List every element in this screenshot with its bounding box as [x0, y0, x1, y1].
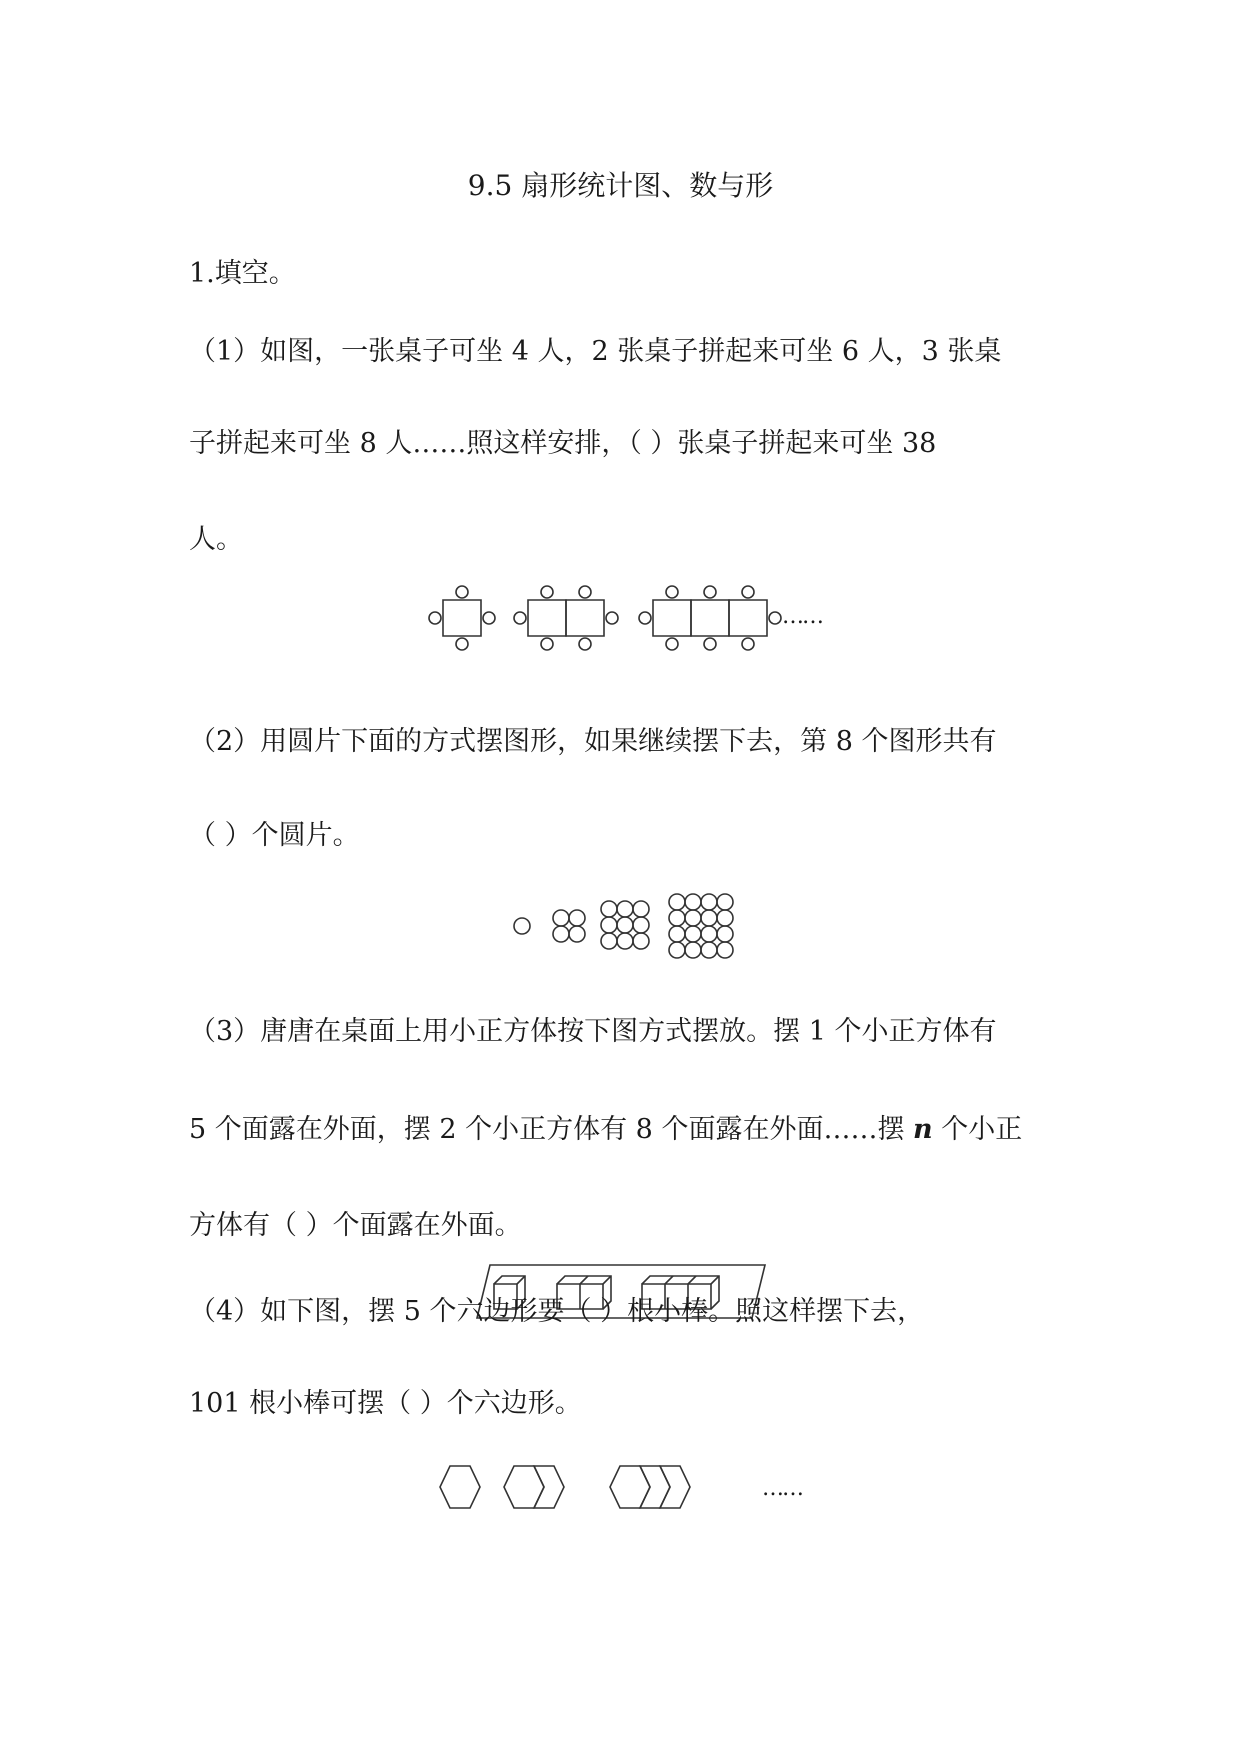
- hexagon: [440, 1466, 480, 1508]
- disc: [685, 942, 701, 958]
- seat: [742, 638, 754, 650]
- seat: [483, 612, 495, 624]
- disc: [717, 926, 733, 942]
- seat: [456, 586, 468, 598]
- q3-line-2-text: 5 个面露在外面，摆 2 个小正方体有 8 个面露在外面……摆: [189, 1114, 914, 1145]
- hexagon: [610, 1466, 650, 1508]
- seat: [666, 638, 678, 650]
- table-group-3: [639, 586, 781, 650]
- q1-line-2: 子拼起来可坐 8 人……照这样安排，（ ）张桌子拼起来可坐 38: [189, 428, 937, 459]
- disc-figure-2: [553, 910, 585, 942]
- disc-figure-3: [601, 901, 649, 949]
- disc: [569, 926, 585, 942]
- hexagon-group-2: [504, 1466, 564, 1508]
- q2-line-1: （2）用圆片下面的方式摆图形，如果继续摆下去，第 8 个图形共有: [189, 726, 997, 757]
- disc: [717, 942, 733, 958]
- disc: [669, 926, 685, 942]
- tables-ellipsis: ……: [782, 604, 822, 629]
- disc: [617, 901, 633, 917]
- disc: [601, 917, 617, 933]
- q2-line-2: （ ）个圆片。: [189, 820, 360, 851]
- seat: [579, 638, 591, 650]
- disc: [685, 894, 701, 910]
- disc: [601, 933, 617, 949]
- hexagon: [534, 1466, 564, 1508]
- seat: [514, 612, 526, 624]
- disc: [633, 933, 649, 949]
- disc-figure-4: [669, 894, 733, 958]
- table: [729, 600, 767, 636]
- q4-line-1: （4）如下图，摆 5 个六边形要（ ）根小棒。照这样摆下去，: [189, 1296, 925, 1327]
- disc: [701, 942, 717, 958]
- seat: [742, 586, 754, 598]
- disc: [701, 910, 717, 926]
- table: [653, 600, 691, 636]
- table: [443, 600, 481, 636]
- disc: [701, 894, 717, 910]
- tables-figure: [420, 585, 840, 645]
- seat: [666, 586, 678, 598]
- hexagon-group-3: [610, 1466, 690, 1508]
- disc: [514, 918, 530, 934]
- hexagon: [504, 1466, 544, 1508]
- disc: [669, 910, 685, 926]
- q1-line-3: 人。: [189, 524, 243, 555]
- disc: [717, 894, 733, 910]
- disc: [685, 910, 701, 926]
- seat: [579, 586, 591, 598]
- table: [691, 600, 729, 636]
- q4-line-2: 101 根小棒可摆（ ）个六边形。: [189, 1388, 582, 1419]
- disc: [617, 917, 633, 933]
- table-group-1: [429, 586, 495, 650]
- seat: [456, 638, 468, 650]
- disc: [717, 910, 733, 926]
- seat: [769, 612, 781, 624]
- disc: [601, 901, 617, 917]
- disc: [617, 933, 633, 949]
- table: [528, 600, 566, 636]
- seat: [704, 586, 716, 598]
- disc: [669, 942, 685, 958]
- hexagon-group-1: [440, 1466, 480, 1508]
- disc: [633, 917, 649, 933]
- disc: [569, 910, 585, 926]
- seat: [639, 612, 651, 624]
- hexagons-ellipsis: ……: [762, 1476, 802, 1501]
- disc: [553, 926, 569, 942]
- section-heading: 1.填空。: [189, 258, 296, 289]
- disc: [633, 901, 649, 917]
- seat: [541, 638, 553, 650]
- disc: [669, 894, 685, 910]
- disc: [701, 926, 717, 942]
- seat: [429, 612, 441, 624]
- page-title: 9.5 扇形统计图、数与形: [467, 169, 774, 202]
- seat: [704, 638, 716, 650]
- table: [566, 600, 604, 636]
- disc: [553, 910, 569, 926]
- q3-line-2: [189, 1112, 1069, 1148]
- disc-pattern-figure: [505, 893, 735, 963]
- seat: [606, 612, 618, 624]
- seat: [541, 586, 553, 598]
- variable-n: n: [913, 1114, 933, 1145]
- q3-line-2-tail: 个小正: [932, 1114, 1023, 1145]
- hexagon: [640, 1466, 670, 1508]
- disc-figure-1: [514, 918, 530, 934]
- table-group-2: [514, 586, 618, 650]
- disc: [685, 926, 701, 942]
- q3-line-3: 方体有（ ）个面露在外面。: [189, 1210, 522, 1241]
- q1-line-1: （1）如图，一张桌子可坐 4 人，2 张桌子拼起来可坐 6 人，3 张桌: [189, 336, 1002, 367]
- hexagons-figure: [438, 1462, 738, 1514]
- q3-line-1: （3）唐唐在桌面上用小正方体按下图方式摆放。摆 1 个小正方体有: [189, 1016, 997, 1047]
- hexagon: [660, 1466, 690, 1508]
